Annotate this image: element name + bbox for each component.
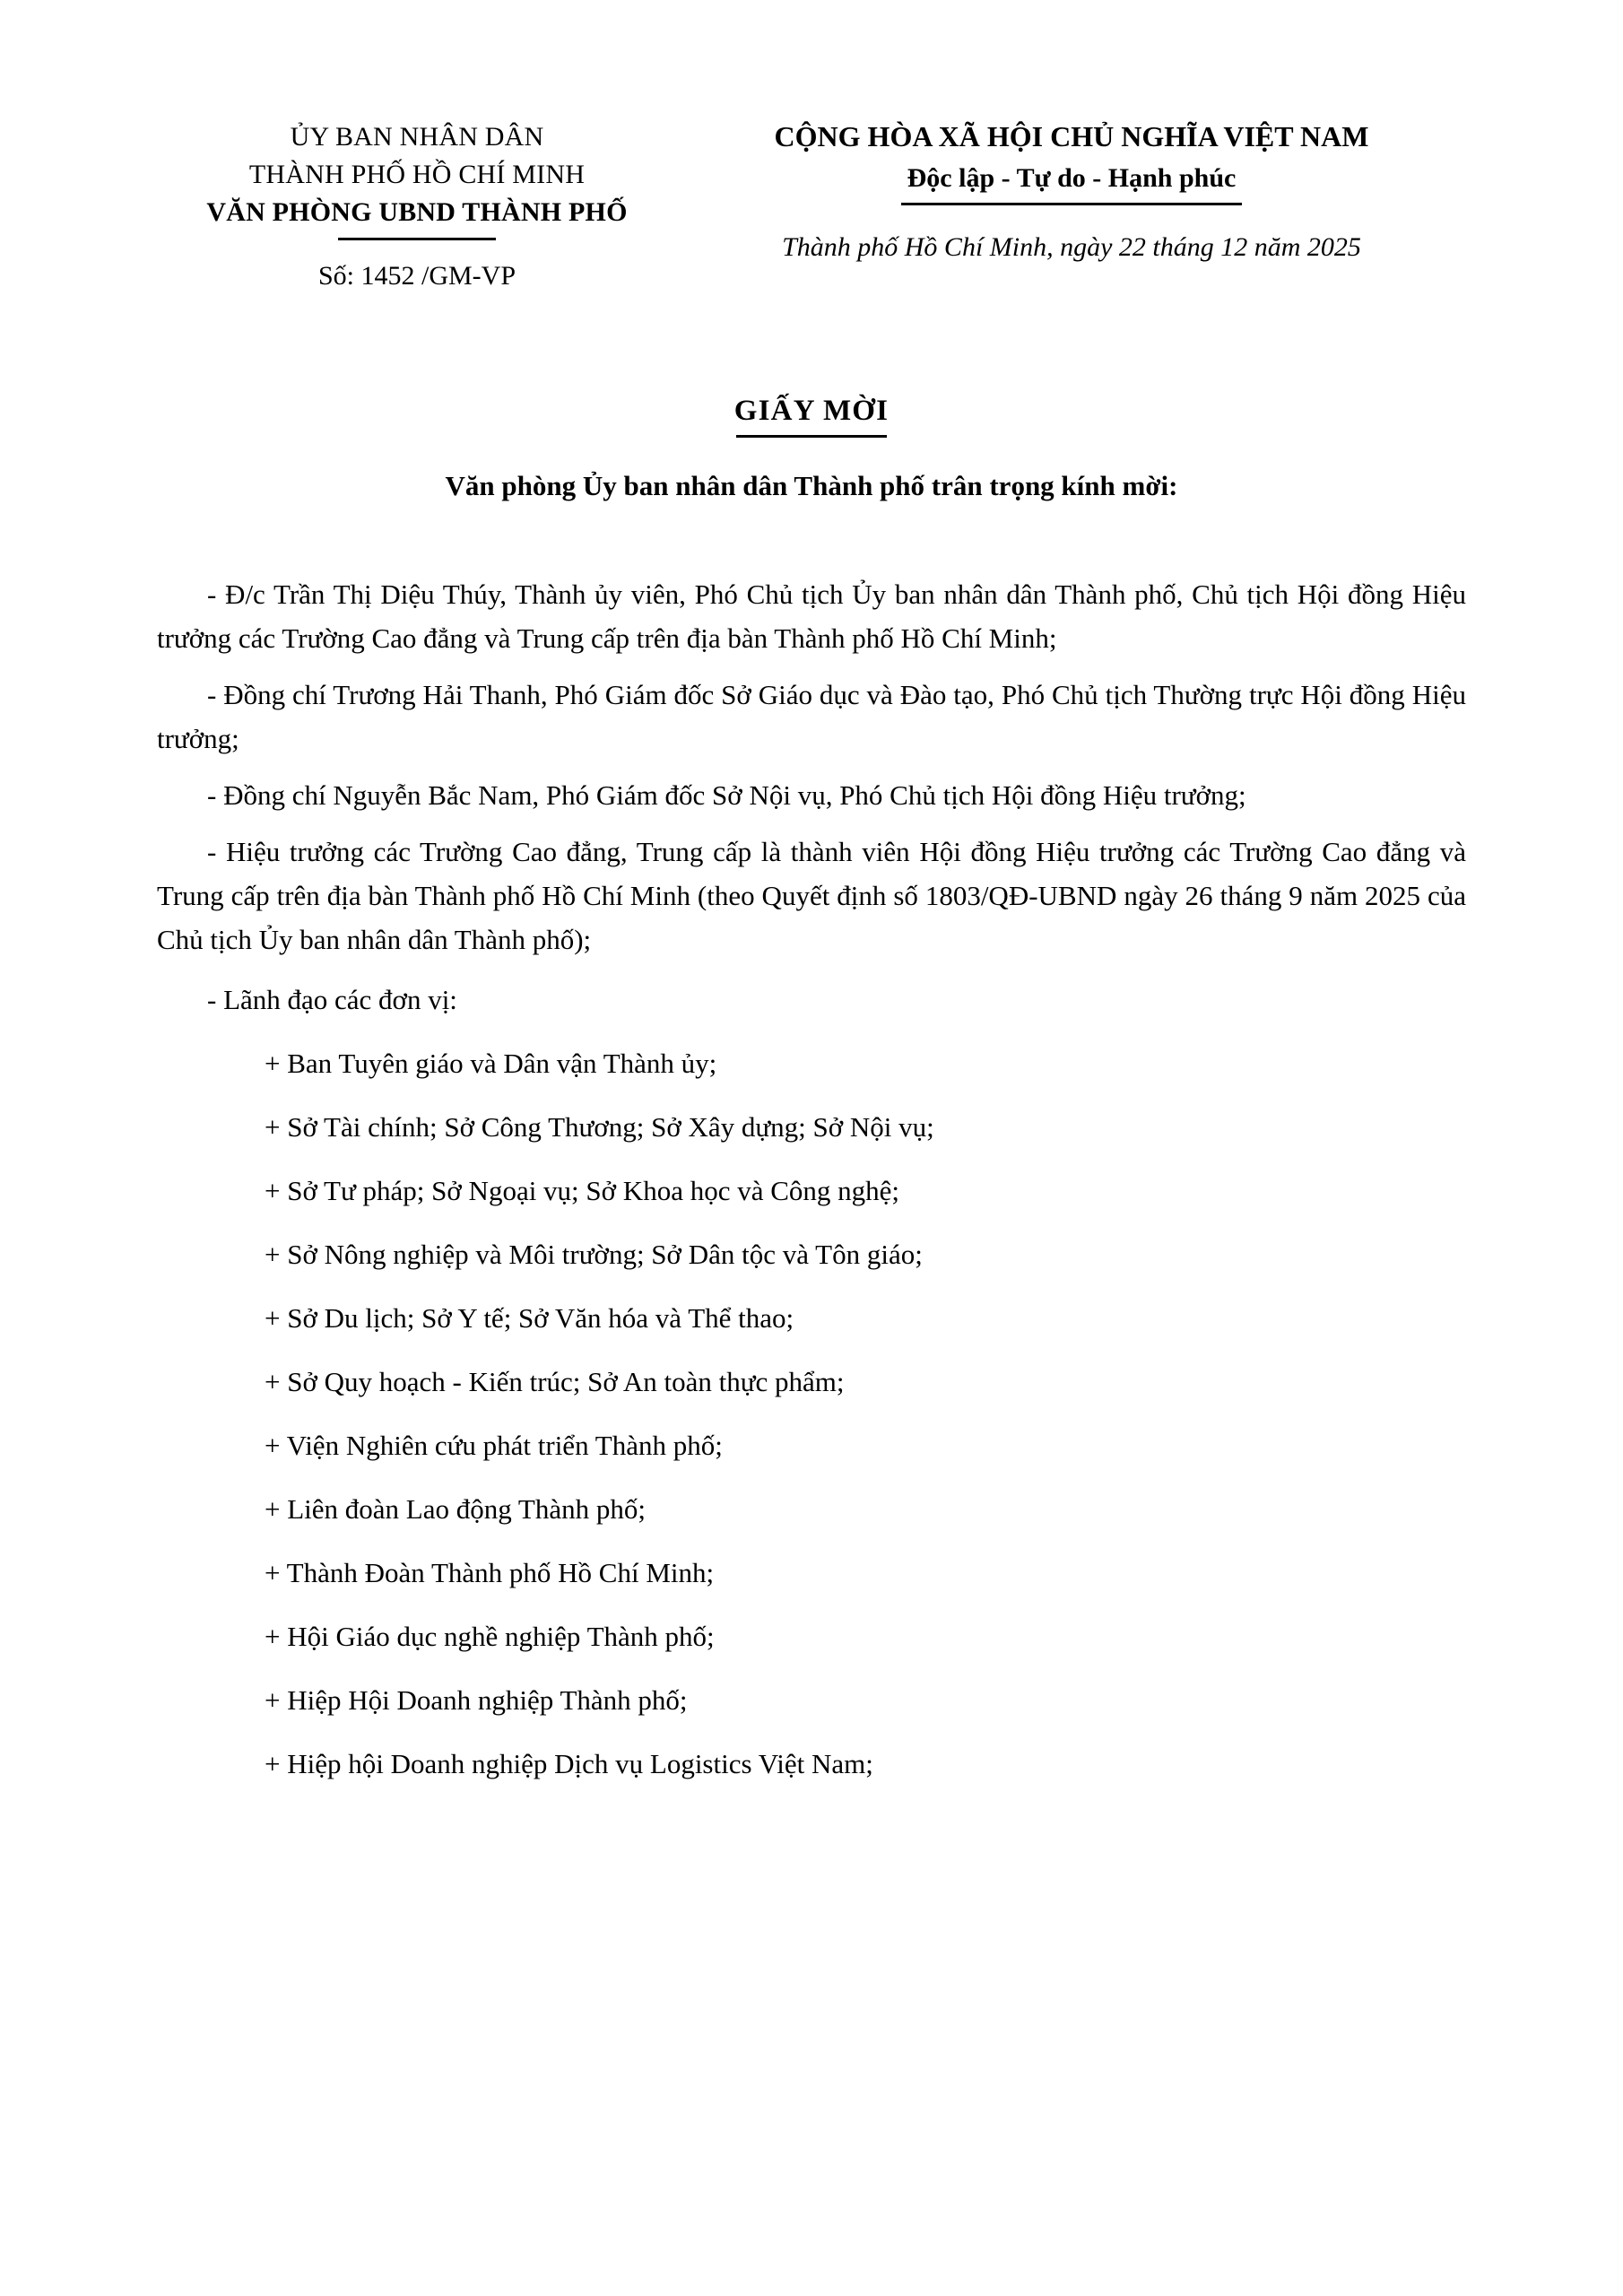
national-heading-block [677,117,1466,266]
list-item: + Viện Nghiên cứu phát triển Thành phố; [265,1430,723,1461]
authority-underline [338,238,496,240]
motto-underline [901,203,1242,205]
invitee-paragraph: - Đ/c Trần Thị Diệu Thúy, Thành ủy viên, Phó Chủ tịch Ủy ban nhân dân Thành phố, Chủ tịch Hội đồng Hiệu trưởng các Trường Cao đẳng và Trung cấp trên địa bàn Thành phố Hồ Chí Minh; [157,578,1466,654]
country-name: CỘNG HÒA XÃ HỘI CHỦ NGHĨA VIỆT NAM [774,120,1369,152]
list-item: + Ban Tuyên giáo và Dân vận Thành ủy; [265,1048,717,1079]
list-item: + Sở Tài chính; Sở Công Thương; Sở Xây dựng; Sở Nội vụ; [265,1111,934,1143]
document-number: Số: 1452 /GM-VP [317,261,516,291]
page-title: GIẤY MỜI [733,395,890,427]
authority-line-2: THÀNH PHỐ HỒ CHÍ MINH [248,160,586,189]
list-item: + Thành Đoàn Thành phố Hồ Chí Minh; [265,1557,715,1588]
document-body [157,572,1466,1786]
title-underline [736,435,887,438]
document-header [157,117,1466,294]
list-item: + Hội Giáo dục nghề nghiệp Thành phố; [265,1621,715,1652]
invitee-paragraph: - Hiệu trưởng các Trường Cao đẳng, Trung cấp là thành viên Hội đồng Hiệu trưởng các Trường Cao đẳng và Trung cấp trên địa bàn Thành phố Hồ Chí Minh (theo Quyết định số 1803/QĐ-UBND ngày 26 tháng 9 năm 2025 của Chủ tịch Ủy ban nhân dân Thành phố); [157,836,1466,955]
list-item: + Sở Quy hoạch - Kiến trúc; Sở An toàn thực phẩm; [265,1366,845,1397]
list-item: + Hiệp Hội Doanh nghiệp Thành phố; [265,1684,688,1716]
invitee-paragraph: - Đồng chí Nguyễn Bắc Nam, Phó Giám đốc Sở Nội vụ, Phó Chủ tịch Hội đồng Hiệu trưởng; [207,779,1246,811]
national-motto: Độc lập - Tự do - Hạnh phúc [907,163,1237,193]
list-item: + Sở Tư pháp; Sở Ngoại vụ; Sở Khoa học và Công nghệ; [265,1175,900,1206]
invitation-statement: Văn phòng Ủy ban nhân dân Thành phố trân trọng kính mời: [445,470,1178,501]
list-item: + Hiệp hội Doanh nghiệp Dịch vụ Logistics Việt Nam; [265,1748,873,1779]
list-item: + Sở Du lịch; Sở Y tế; Sở Văn hóa và Thể thao; [265,1302,794,1334]
leaders-heading: - Lãnh đạo các đơn vị: [207,984,457,1015]
list-item: + Liên đoàn Lao động Thành phố; [265,1493,646,1525]
authority-line-3: VĂN PHÒNG UBND THÀNH PHỐ [206,197,628,227]
issuing-authority-block [157,117,677,294]
list-item: + Sở Nông nghiệp và Môi trường; Sở Dân tộc và Tôn giáo; [265,1239,923,1270]
invitee-paragraph: - Đồng chí Trương Hải Thanh, Phó Giám đốc Sở Giáo dục và Đào tạo, Phó Chủ tịch Thường trực Hội đồng Hiệu trưởng; [157,679,1466,754]
place-and-date: Thành phố Hồ Chí Minh, ngày 22 tháng 12 năm 2025 [782,232,1361,262]
unit-list [157,1041,1466,1786]
authority-line-1: ỦY BAN NHÂN DÂN [290,122,544,152]
